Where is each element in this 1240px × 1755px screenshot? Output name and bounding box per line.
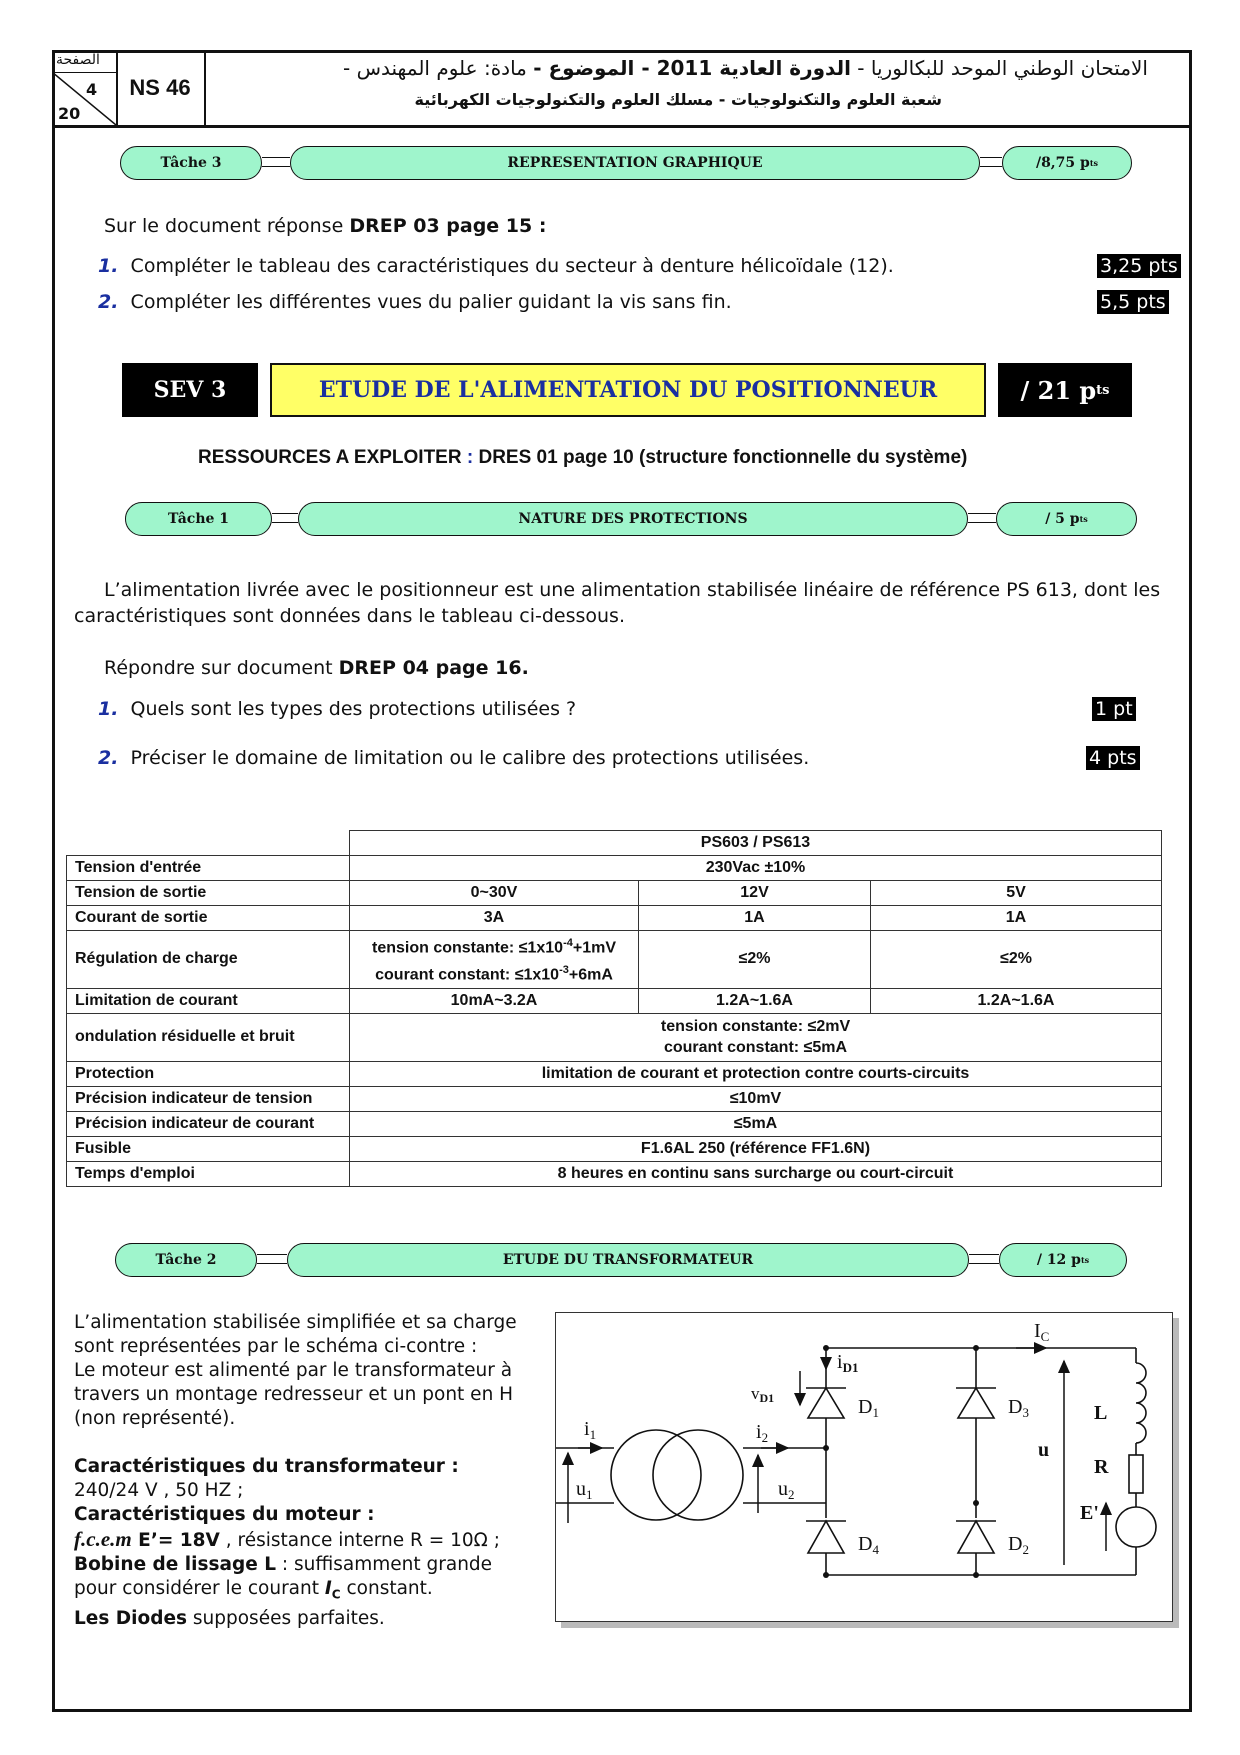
table-row: ondulation résiduelle et bruit tension constante: ≤2mV courant constant: ≤5mA: [67, 1013, 1162, 1061]
task1-item-1: 1. Quels sont les types des protections utilisées ?: [98, 698, 577, 720]
task3-item-2: 2. Compléter les différentes vues du palier guidant la vis sans fin.: [98, 291, 732, 313]
table-model-header: PS603 / PS613: [350, 831, 1162, 856]
label-vd1: vD1: [751, 1384, 775, 1405]
label-R: R: [1094, 1456, 1109, 1478]
table-row: Courant de sortie 3A 1A 1A: [67, 906, 1162, 931]
resources-line: RESSOURCES A EXPLOITER : DRES 01 page 10 (structure fonctionnelle du système): [198, 447, 968, 468]
transformer-secondary: [653, 1430, 743, 1520]
task1-item-2-points: 4 pts: [1086, 746, 1140, 770]
label-i1: $i_1$: [584, 1418, 597, 1442]
label-d3: $D_3$: [1008, 1396, 1029, 1420]
label-E: E': [1080, 1502, 1099, 1524]
inductor-L: [1136, 1363, 1146, 1443]
page-total: 20: [58, 104, 81, 123]
page-number: 4: [86, 80, 98, 99]
task2-label: Tâche 2: [115, 1243, 257, 1277]
task2-bar: [115, 1243, 1127, 1277]
circuit-diagram: [555, 1312, 1173, 1622]
table-row: Précision indicateur de tension ≤10mV: [67, 1086, 1162, 1111]
diode-d3: [958, 1388, 994, 1418]
task2-title: ETUDE DU TRANSFORMATEUR: [287, 1243, 969, 1277]
emf-source-E: [1116, 1507, 1156, 1547]
table-row: Protection limitation de courant et protection contre courts-circuits: [67, 1061, 1162, 1086]
sev3-label: SEV 3: [122, 363, 258, 417]
task3-item-1-points: 3,25 pts: [1097, 254, 1181, 278]
page-header: [52, 50, 1192, 128]
task3-points: /8,75 p ts: [1002, 146, 1132, 180]
task1-item-1-points: 1 pt: [1092, 697, 1136, 721]
sev3-points: / 21 p ts: [998, 363, 1132, 417]
task3-item-2-points: 5,5 pts: [1097, 290, 1169, 314]
task1-points: / 5 p ts: [996, 502, 1137, 536]
label-d2: $D_2$: [1008, 1533, 1029, 1557]
task1-paragraph: L’alimentation livrée avec le positionneur est une alimentation stabilisée linéaire de référence PS 613, dont les caractéristiques sont données dans le tableau ci-dessous.: [74, 579, 1161, 627]
task3-title: REPRESENTATION GRAPHIQUE: [290, 146, 980, 180]
transformer-primary: [611, 1430, 701, 1520]
label-d4: $D_4$: [858, 1533, 879, 1557]
spec-table: [66, 830, 1162, 1187]
task3-label: Tâche 3: [120, 146, 262, 180]
table-row: Précision indicateur de courant ≤5mA: [67, 1111, 1162, 1136]
resistor-R: [1129, 1455, 1143, 1493]
table-row: Fusible F1.6AL 250 (référence FF1.6N): [67, 1136, 1162, 1161]
task1-label: Tâche 1: [125, 502, 272, 536]
task3-bar: [120, 146, 1132, 180]
task1-answer-line: Répondre sur document DREP 04 page 16.: [104, 657, 529, 679]
table-row: [67, 831, 1162, 856]
exam-subtitle: شعبة العلوم والتكنولوجيات - مسلك العلوم والتكنولوجيات الكهربائية: [414, 90, 942, 109]
table-row: Tension d'entrée 230Vac ±10%: [67, 856, 1162, 881]
task1-bar: [125, 502, 1137, 536]
label-d1: $D_1$: [858, 1396, 879, 1420]
diode-d2: [958, 1521, 994, 1553]
task3-intro: Sur le document réponse DREP 03 page 15 :: [104, 215, 547, 237]
table-row: Temps d'emploi 8 heures en continu sans surcharge ou court-circuit: [67, 1161, 1162, 1186]
rectifier-circuit: [556, 1313, 1172, 1621]
exam-title: الامتحان الوطني الموحد للبكالوريا - الدورة العادية 2011 - الموضوع - مادة: علوم المهندس -: [343, 56, 1148, 80]
label-u2: $u_2$: [778, 1478, 795, 1502]
label-i2: $i_2$: [756, 1421, 769, 1445]
label-L: L: [1094, 1402, 1108, 1424]
task2-points: / 12 p ts: [999, 1243, 1127, 1277]
table-row: Limitation de courant 10mA~3.2A 1.2A~1.6A 1.2A~1.6A: [67, 988, 1162, 1013]
task2-description: L’alimentation stabilisée simplifiée et sa charge sont représentées par le schéma ci-contre : Le moteur est alimenté par le transformateur à travers un montage redresseur et un pont en H (non représenté). Caractéristiques du transformateur : 240/24 V , 50 HZ ; Caractéristiques du moteur : f.c.e.m E’= 18V , résistance interne R = 10Ω ; Bobine de lissage L : suffisamment grande pour considérer le courant $I_C$ constant. Les Diodes supposées parfaites.: [74, 1312, 517, 1629]
page-label: الصفحة: [56, 52, 100, 68]
task3-item-1: 1. Compléter le tableau des caractéristiques du secteur à denture hélicoïdale (12).: [98, 255, 894, 277]
label-id1: $i_{D1}$: [837, 1351, 859, 1375]
exam-code: NS 46: [116, 50, 206, 125]
label-ic: $I_C$: [1034, 1320, 1050, 1344]
label-u1: $u_1$: [576, 1478, 593, 1502]
table-row: Régulation de charge tension constante: $\le 1x10^{-4}+1mV$ courant constant: $\le 1x10^{-3}+6mA$ ≤2% ≤2%: [67, 931, 1162, 989]
task1-title: NATURE DES PROTECTIONS: [298, 502, 968, 536]
label-u: u: [1038, 1439, 1050, 1461]
sev3-title: ETUDE DE L'ALIMENTATION DU POSITIONNEUR: [270, 363, 986, 417]
task1-item-2: 2. Préciser le domaine de limitation ou le calibre des protections utilisées.: [98, 747, 810, 769]
diode-d4: [808, 1521, 844, 1553]
table-row: Tension de sortie 0~30V 12V 5V: [67, 881, 1162, 906]
page-number-box: [52, 50, 118, 125]
diode-d1: [808, 1388, 844, 1418]
